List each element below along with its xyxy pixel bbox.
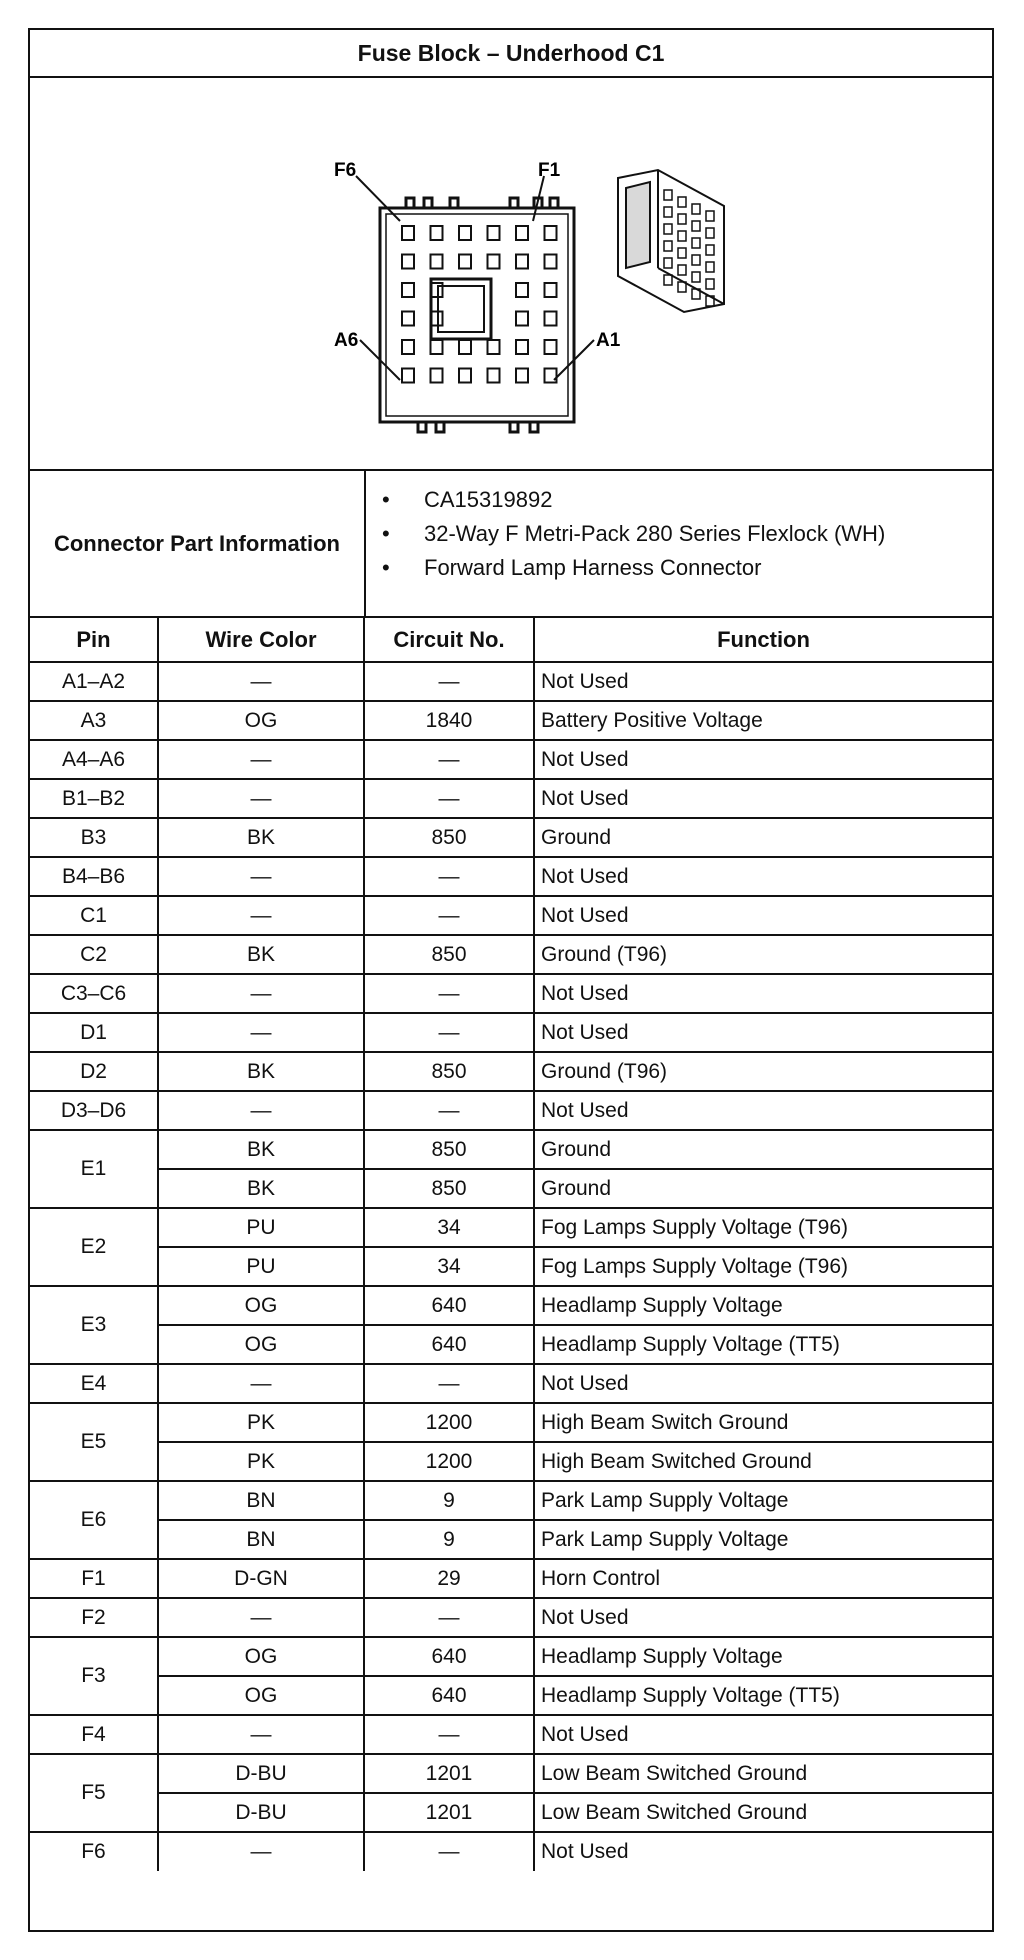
cavity (516, 340, 528, 354)
iso-cavity (692, 238, 700, 248)
table-row (30, 1364, 992, 1403)
header-circuit: Circuit No. (364, 618, 534, 662)
function-cell: Fog Lamps Supply Voltage (T96) (534, 1208, 992, 1247)
connector-info-list (366, 471, 992, 616)
cavity (402, 255, 414, 269)
function-cell: Not Used (534, 896, 992, 935)
circuit-cell: 34 (364, 1208, 534, 1247)
info-part-number: • CA15319892 (424, 483, 992, 517)
table-row (30, 1013, 992, 1052)
header-pin: Pin (30, 618, 158, 662)
function-cell: Not Used (534, 1364, 992, 1403)
iso-cavity (706, 211, 714, 221)
table-row (30, 1403, 992, 1442)
circuit-cell: — (364, 896, 534, 935)
cavity (402, 226, 414, 240)
circuit-cell: — (364, 740, 534, 779)
wire-color-cell: — (158, 974, 364, 1013)
circuit-cell: — (364, 662, 534, 701)
wire-color-cell: — (158, 1364, 364, 1403)
wire-color-cell: OG (158, 701, 364, 740)
pin-cell: B4–B6 (30, 857, 158, 896)
function-cell: Not Used (534, 1013, 992, 1052)
iso-cavity (692, 255, 700, 265)
circuit-cell: — (364, 857, 534, 896)
pin-cell: D2 (30, 1052, 158, 1091)
pin-cell: C3–C6 (30, 974, 158, 1013)
iso-cavity (706, 228, 714, 238)
table-row (30, 1559, 992, 1598)
circuit-cell: 640 (364, 1286, 534, 1325)
circuit-cell: 850 (364, 818, 534, 857)
wire-color-cell: — (158, 1091, 364, 1130)
wire-color-cell: PK (158, 1442, 364, 1481)
iso-cavity (692, 272, 700, 282)
circuit-cell: — (364, 1364, 534, 1403)
function-cell: High Beam Switch Ground (534, 1403, 992, 1442)
pin-cell: B3 (30, 818, 158, 857)
table-row (30, 779, 992, 818)
function-cell: Not Used (534, 974, 992, 1013)
circuit-cell: 640 (364, 1676, 534, 1715)
iso-cavity (678, 248, 686, 258)
cavity (431, 226, 443, 240)
iso-cavity (664, 241, 672, 251)
connector-isometric-view (618, 170, 724, 312)
pin-cell: E6 (30, 1481, 158, 1559)
table-row (30, 1130, 992, 1169)
function-cell: Ground (T96) (534, 1052, 992, 1091)
table-row (30, 1208, 992, 1247)
table-row (30, 818, 992, 857)
table-row (30, 1754, 992, 1793)
table-row (30, 935, 992, 974)
function-cell: Ground (534, 1169, 992, 1208)
cavity (545, 255, 557, 269)
function-cell: Headlamp Supply Voltage (TT5) (534, 1676, 992, 1715)
center-latch-inner (438, 286, 484, 332)
function-cell: Not Used (534, 857, 992, 896)
function-cell: Ground (534, 818, 992, 857)
pin-cell: F4 (30, 1715, 158, 1754)
wire-color-cell: PU (158, 1208, 364, 1247)
table-row (30, 740, 992, 779)
cavity (459, 340, 471, 354)
function-cell: Not Used (534, 662, 992, 701)
iso-cavity (692, 221, 700, 231)
iso-cavity (678, 265, 686, 275)
wire-color-cell: D-BU (158, 1793, 364, 1832)
circuit-cell: 29 (364, 1559, 534, 1598)
wire-color-cell: D-BU (158, 1754, 364, 1793)
cavity (516, 369, 528, 383)
wire-color-cell: — (158, 740, 364, 779)
function-cell: Not Used (534, 779, 992, 818)
cavity (545, 226, 557, 240)
function-cell: Park Lamp Supply Voltage (534, 1481, 992, 1520)
wire-color-cell: — (158, 857, 364, 896)
iso-cavity (706, 279, 714, 289)
cavity (402, 369, 414, 383)
circuit-cell: 1201 (364, 1793, 534, 1832)
cavity (431, 255, 443, 269)
cavity (488, 340, 500, 354)
iso-cavity (706, 245, 714, 255)
wire-color-cell: — (158, 662, 364, 701)
table-row (30, 1637, 992, 1676)
cavity (488, 255, 500, 269)
function-cell: High Beam Switched Ground (534, 1442, 992, 1481)
wire-color-cell: — (158, 896, 364, 935)
pin-cell: B1–B2 (30, 779, 158, 818)
pin-cell: A1–A2 (30, 662, 158, 701)
table-header-row (30, 618, 992, 662)
circuit-cell: — (364, 1715, 534, 1754)
circuit-cell: — (364, 1091, 534, 1130)
header-function: Function (534, 618, 992, 662)
table-row (30, 1832, 992, 1871)
function-cell: Not Used (534, 1598, 992, 1637)
table-row (30, 1598, 992, 1637)
cavity (488, 369, 500, 383)
connector-diagram (30, 78, 992, 471)
function-cell: Headlamp Supply Voltage (TT5) (534, 1325, 992, 1364)
pin-cell: E5 (30, 1403, 158, 1481)
iso-cavity (664, 258, 672, 268)
table-row (30, 1715, 992, 1754)
function-cell: Fog Lamps Supply Voltage (T96) (534, 1247, 992, 1286)
table-row (30, 1169, 992, 1208)
cavity (431, 340, 443, 354)
wire-color-cell: OG (158, 1676, 364, 1715)
wire-color-cell: PU (158, 1247, 364, 1286)
pin-cell: C2 (30, 935, 158, 974)
pin-cell: A4–A6 (30, 740, 158, 779)
table-row (30, 1481, 992, 1520)
pin-cell: F3 (30, 1637, 158, 1715)
iso-cavity (678, 197, 686, 207)
table-row (30, 662, 992, 701)
circuit-cell: 1840 (364, 701, 534, 740)
table-row (30, 1052, 992, 1091)
cavity (516, 283, 528, 297)
wire-color-cell: BK (158, 1052, 364, 1091)
circuit-cell: 850 (364, 1052, 534, 1091)
function-cell: Park Lamp Supply Voltage (534, 1520, 992, 1559)
pin-cell: D1 (30, 1013, 158, 1052)
table-row (30, 857, 992, 896)
function-cell: Horn Control (534, 1559, 992, 1598)
cavity (545, 283, 557, 297)
cavity (459, 226, 471, 240)
cavity (402, 340, 414, 354)
header-wire-color: Wire Color (158, 618, 364, 662)
function-cell: Not Used (534, 740, 992, 779)
circuit-cell: 850 (364, 1130, 534, 1169)
function-cell: Low Beam Switched Ground (534, 1754, 992, 1793)
table-row (30, 896, 992, 935)
iso-cavity (664, 207, 672, 217)
wire-color-cell: — (158, 779, 364, 818)
iso-cavity (664, 224, 672, 234)
table-row (30, 1325, 992, 1364)
circuit-cell: 1200 (364, 1442, 534, 1481)
wire-color-cell: OG (158, 1286, 364, 1325)
table-row (30, 1091, 992, 1130)
function-cell: Not Used (534, 1091, 992, 1130)
circuit-cell: 9 (364, 1520, 534, 1559)
table-row (30, 1676, 992, 1715)
pin-cell: C1 (30, 896, 158, 935)
circuit-cell: — (364, 1832, 534, 1871)
wire-color-cell: D-GN (158, 1559, 364, 1598)
pin-cell: F1 (30, 1559, 158, 1598)
cavity (402, 312, 414, 326)
info-harness: • Forward Lamp Harness Connector (424, 551, 992, 585)
function-cell: Headlamp Supply Voltage (534, 1286, 992, 1325)
iso-cavity (692, 204, 700, 214)
circuit-cell: 850 (364, 1169, 534, 1208)
pin-cell: A3 (30, 701, 158, 740)
pin-cell: F2 (30, 1598, 158, 1637)
connector-face-drawing (30, 78, 992, 469)
circuit-cell: 640 (364, 1325, 534, 1364)
circuit-cell: 34 (364, 1247, 534, 1286)
wire-color-cell: BN (158, 1481, 364, 1520)
function-cell: Headlamp Supply Voltage (534, 1637, 992, 1676)
cavity (402, 283, 414, 297)
table-row (30, 1442, 992, 1481)
circuit-cell: 640 (364, 1637, 534, 1676)
wire-color-cell: BK (158, 935, 364, 974)
label-a1: A1 (596, 330, 621, 351)
cavity (516, 312, 528, 326)
circuit-cell: 1200 (364, 1403, 534, 1442)
cavity (545, 312, 557, 326)
pin-cell: E3 (30, 1286, 158, 1364)
function-cell: Low Beam Switched Ground (534, 1793, 992, 1832)
connector-part-info (30, 471, 992, 618)
function-cell: Ground (534, 1130, 992, 1169)
cavity (545, 340, 557, 354)
wire-color-cell: — (158, 1715, 364, 1754)
cavity (516, 226, 528, 240)
iso-cavity (706, 262, 714, 272)
pin-cell: F6 (30, 1832, 158, 1871)
table-row (30, 974, 992, 1013)
function-cell: Battery Positive Voltage (534, 701, 992, 740)
sheet-title: Fuse Block – Underhood C1 (30, 30, 992, 78)
circuit-cell: — (364, 1013, 534, 1052)
table-row (30, 1247, 992, 1286)
circuit-cell: — (364, 974, 534, 1013)
connector-sheet (28, 28, 994, 1932)
wire-color-cell: — (158, 1013, 364, 1052)
cavity (431, 369, 443, 383)
pin-cell: D3–D6 (30, 1091, 158, 1130)
pin-cell: E4 (30, 1364, 158, 1403)
table-row (30, 1286, 992, 1325)
iso-cavity (664, 275, 672, 285)
circuit-cell: 850 (364, 935, 534, 974)
wire-color-cell: OG (158, 1637, 364, 1676)
pinout-table (30, 618, 992, 1871)
wire-color-cell: OG (158, 1325, 364, 1364)
label-f1: F1 (538, 160, 561, 181)
table-row (30, 1520, 992, 1559)
circuit-cell: — (364, 1598, 534, 1637)
wire-color-cell: BN (158, 1520, 364, 1559)
wire-color-cell: — (158, 1598, 364, 1637)
cavity (488, 226, 500, 240)
function-cell: Not Used (534, 1832, 992, 1871)
wire-color-cell: BK (158, 1169, 364, 1208)
iso-cavity (678, 231, 686, 241)
circuit-cell: 1201 (364, 1754, 534, 1793)
cavity (459, 369, 471, 383)
function-cell: Not Used (534, 1715, 992, 1754)
label-f6: F6 (334, 160, 357, 181)
circuit-cell: 9 (364, 1481, 534, 1520)
function-cell: Ground (T96) (534, 935, 992, 974)
center-latch (431, 279, 491, 339)
info-description: • 32-Way F Metri-Pack 280 Series Flexlock (WH) (424, 517, 992, 551)
iso-cavity (664, 190, 672, 200)
label-a6: A6 (334, 330, 359, 351)
table-row (30, 1793, 992, 1832)
table-row (30, 701, 992, 740)
connector-cavities (402, 226, 557, 383)
pin-cell: E1 (30, 1130, 158, 1208)
circuit-cell: — (364, 779, 534, 818)
cavity (516, 255, 528, 269)
pin-cell: E2 (30, 1208, 158, 1286)
wire-color-cell: BK (158, 818, 364, 857)
iso-cavity (678, 214, 686, 224)
pin-cell: F5 (30, 1754, 158, 1832)
connector-info-label: Connector Part Information (30, 471, 366, 616)
wire-color-cell: PK (158, 1403, 364, 1442)
cavity (459, 255, 471, 269)
wire-color-cell: — (158, 1832, 364, 1871)
wire-color-cell: BK (158, 1130, 364, 1169)
